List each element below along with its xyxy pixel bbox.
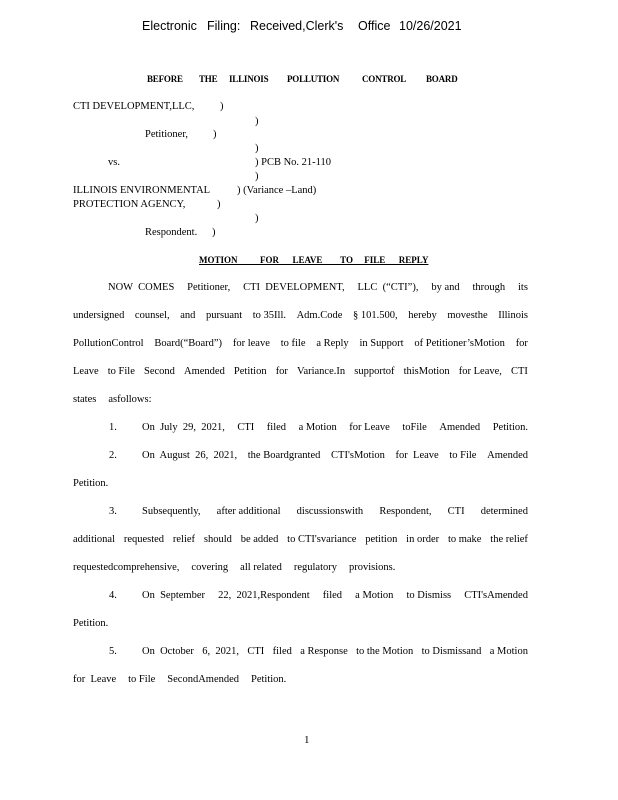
court-word: ILLINOIS — [229, 74, 269, 84]
respondent-role: Respondent. — [145, 227, 198, 238]
court-word: BOARD — [426, 74, 458, 84]
word: counsel, — [134, 310, 170, 321]
word: in Support — [359, 338, 404, 349]
word: On July 29, 2021, — [142, 422, 225, 433]
word: Illinois — [498, 310, 528, 321]
caption-paren: ) — [255, 116, 259, 127]
word: Petition. — [251, 674, 287, 685]
word: to CTI'svariance — [287, 534, 357, 545]
header-filing: Filing: — [207, 19, 241, 33]
word: CTI — [247, 646, 265, 657]
word: the relief — [490, 534, 528, 545]
word: 6, 2021, — [202, 646, 239, 657]
word: discussionswith — [296, 506, 364, 517]
word: SecondAmended — [167, 674, 240, 685]
word: hereby — [408, 310, 437, 321]
caption-paren: ) — [255, 143, 259, 154]
word: Amended — [439, 422, 481, 433]
word: for Leave — [395, 450, 439, 461]
word: its — [518, 282, 528, 293]
word: § 101.500, — [352, 310, 398, 321]
word: to File — [107, 366, 135, 377]
word: for — [275, 366, 288, 377]
caption-paren: ) — [255, 171, 259, 182]
petitioner-role: Petitioner, — [145, 129, 189, 140]
word: determined — [480, 506, 528, 517]
word: petition — [365, 534, 398, 545]
word: to Dismissand — [421, 646, 482, 657]
court-word: THE — [199, 74, 218, 84]
variance-type: ) (Variance –Land) — [237, 185, 317, 196]
word: and — [180, 310, 196, 321]
word: Leave — [73, 366, 99, 377]
page-number: 1 — [304, 734, 310, 746]
word: Subsequently, — [142, 506, 201, 517]
motion-title: MOTION FOR LEAVE TO FILE REPLY — [199, 255, 429, 265]
word: Amended — [184, 366, 225, 377]
header-date: 10/26/2021 — [399, 19, 462, 33]
word: 22, 2021,Respondent — [218, 590, 310, 601]
word: regulatory — [293, 562, 338, 573]
word: asfollows: — [108, 394, 152, 405]
word: filed — [266, 422, 287, 433]
word: pursuant — [205, 310, 243, 321]
word: for — [515, 338, 528, 349]
word: filed — [272, 646, 292, 657]
item-line — [73, 563, 528, 574]
respondent-name-line2: PROTECTION AGENCY, — [73, 199, 186, 210]
word: be added — [240, 534, 279, 545]
caption-paren: ) — [212, 227, 216, 238]
intro-line — [108, 283, 528, 294]
court-word: BEFORE — [147, 74, 183, 84]
word: to File — [128, 674, 156, 685]
word: thisMotion — [403, 366, 450, 377]
word: Petition. — [73, 618, 109, 629]
item-line — [142, 507, 528, 518]
word: in order — [406, 534, 440, 545]
word: relief — [172, 534, 196, 545]
court-word: POLLUTION — [287, 74, 340, 84]
word: all related — [240, 562, 282, 573]
intro-line — [73, 367, 528, 378]
word: Board(“Board”) — [154, 338, 223, 349]
word: to the Motion — [356, 646, 414, 657]
word: CTI — [511, 366, 528, 377]
word: Petition. — [492, 422, 528, 433]
word: to Dismiss — [406, 590, 452, 601]
item-number: 1. — [109, 422, 117, 433]
word: LLC (“CTI”), — [357, 282, 419, 293]
word: a Response — [300, 646, 348, 657]
item-number: 4. — [109, 590, 117, 601]
intro-line — [73, 311, 528, 322]
word: Petition — [233, 366, 267, 377]
word: states — [73, 394, 97, 405]
item-line — [142, 423, 528, 434]
item-line — [73, 479, 528, 490]
case-number: ) PCB No. 21-110 — [255, 157, 332, 168]
word: provisions. — [349, 562, 396, 573]
word: On August 26, 2021, — [142, 450, 238, 461]
word: CTI — [447, 506, 465, 517]
word: Petition. — [73, 478, 109, 489]
word: NOW COMES — [108, 282, 175, 293]
item-line — [142, 647, 528, 658]
word: the Boardgranted — [247, 450, 321, 461]
caption-paren: ) — [217, 199, 221, 210]
caption-paren: ) — [213, 129, 217, 140]
word: by and — [431, 282, 460, 293]
word: filed — [322, 590, 343, 601]
word: toFile — [402, 422, 427, 433]
respondent-name-line1: ILLINOIS ENVIRONMENTAL — [73, 185, 211, 196]
word: a Reply — [316, 338, 349, 349]
petitioner-name: CTI DEVELOPMENT,LLC, — [73, 101, 195, 112]
word: for Leave, — [458, 366, 502, 377]
intro-line — [73, 395, 528, 406]
word: CTI DEVELOPMENT, — [243, 282, 345, 293]
word: through — [472, 282, 506, 293]
item-number: 2. — [109, 450, 117, 461]
caption-paren: ) — [255, 213, 259, 224]
item-number: 5. — [109, 646, 117, 657]
word: requestedcomprehensive, — [73, 562, 180, 573]
word: CTI'sAmended — [464, 590, 528, 601]
item-line — [73, 675, 528, 686]
word: for Leave — [73, 674, 117, 685]
versus: vs. — [108, 157, 120, 168]
caption-paren: ) — [220, 101, 224, 112]
word: CTI — [237, 422, 255, 433]
word: undersigned — [73, 310, 125, 321]
item-line — [73, 619, 528, 630]
word: a Motion — [298, 422, 337, 433]
word: additional — [73, 534, 115, 545]
word: Adm.Code — [296, 310, 343, 321]
header-electronic: Electronic — [142, 19, 197, 33]
item-line — [142, 451, 528, 462]
word: for leave — [232, 338, 270, 349]
word: On September — [142, 590, 205, 601]
word: should — [203, 534, 232, 545]
word: for Leave — [349, 422, 390, 433]
header-office: Office — [358, 19, 391, 33]
word: movesthe — [447, 310, 488, 321]
word: Variance.In — [297, 366, 346, 377]
word: CTI'sMotion — [331, 450, 385, 461]
word: covering — [191, 562, 229, 573]
word: of Petitioner’sMotion — [414, 338, 505, 349]
word: On October — [142, 646, 194, 657]
word: after additional — [216, 506, 281, 517]
word: Amended — [487, 450, 528, 461]
item-line — [73, 535, 528, 546]
word: Respondent, — [379, 506, 432, 517]
word: Petitioner, — [187, 282, 231, 293]
court-word: CONTROL — [362, 74, 407, 84]
intro-line — [73, 339, 528, 350]
word: supportof — [354, 366, 395, 377]
word: to 35Ill. — [252, 310, 286, 321]
word: Second — [143, 366, 175, 377]
word: PollutionControl — [73, 338, 144, 349]
word: a Motion — [355, 590, 394, 601]
word: requested — [123, 534, 165, 545]
word: to File — [449, 450, 477, 461]
item-line — [142, 591, 528, 602]
header-received: Received,Clerk's — [250, 19, 344, 33]
item-number: 3. — [109, 506, 117, 517]
word: to file — [280, 338, 306, 349]
word: to make — [447, 534, 482, 545]
word: a Motion — [489, 646, 528, 657]
